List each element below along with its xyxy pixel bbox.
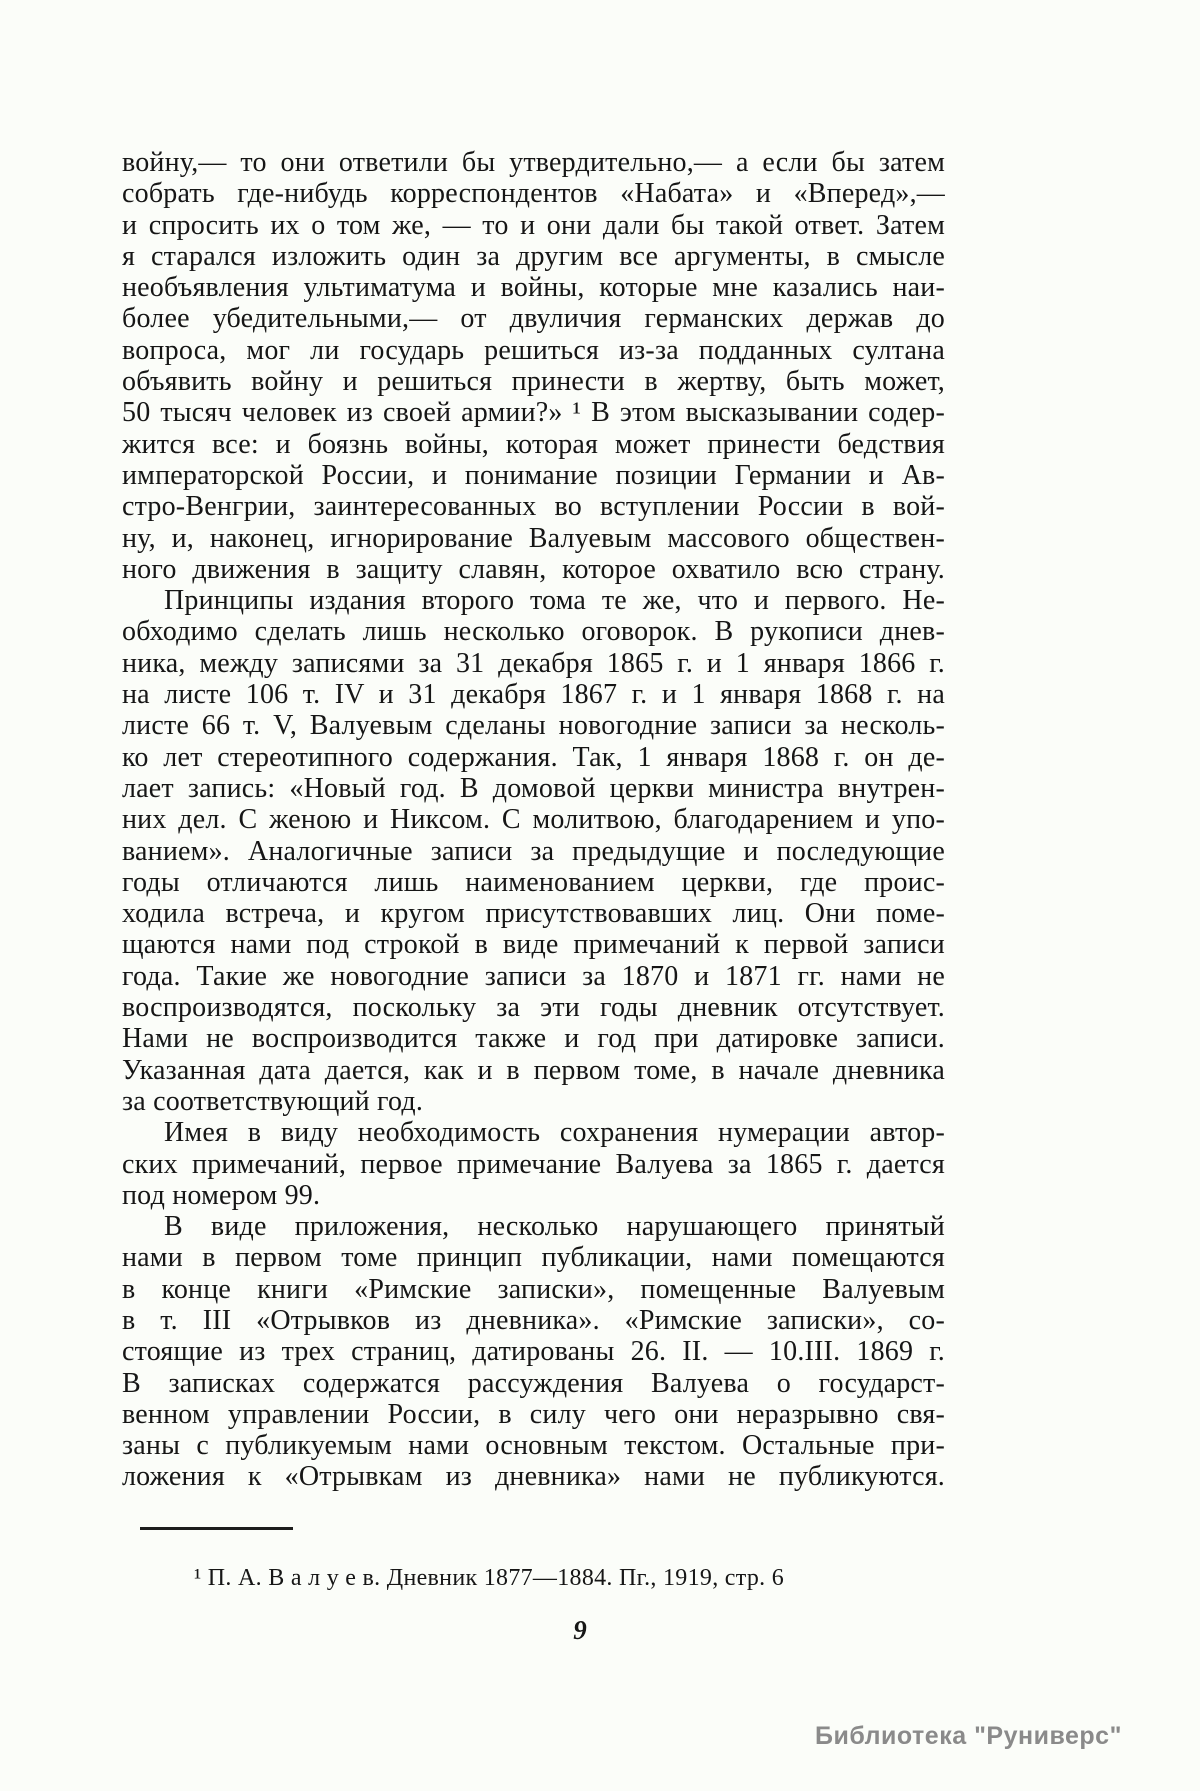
text-line: собрать где-нибудь корреспондентов «Набата» и «Вперед»,— — [122, 178, 945, 210]
footnote: ¹ П. А. В а л у е в. Дневник 1877—1884. Пг., 1919, стр. 6 — [194, 1565, 785, 1591]
footnote-rule — [140, 1527, 293, 1530]
text-line: ну, и, наконец, игнорирование Валуевым массового обществен- — [122, 522, 945, 554]
text-line: войну,— то они ответили бы утвердительно,— а если бы затем — [122, 147, 945, 178]
text-line: и спросить их о том же, — то и они дали бы такой ответ. Затем — [122, 209, 945, 241]
text-line: в т. III «Отрывков из дневника». «Римские записки», со- — [122, 1304, 945, 1336]
text-line: заны с публикуемым нами основным текстом. Остальные при- — [122, 1430, 945, 1462]
text-line: лает запись: «Новый год. В домовой церкви министра внутрен- — [122, 772, 945, 804]
text-line: Имея в виду необходимость сохранения нумерации автор- — [164, 1117, 945, 1149]
text-line: щаются нами под строкой в виде примечаний к первой записи — [122, 929, 945, 961]
text-line: ложения к «Отрывкам из дневника» нами не публикуются. — [122, 1461, 945, 1493]
text-line: ходила встреча, и кругом присутствовавших лиц. Они поме- — [122, 898, 945, 930]
text-line: за соответствующий год. — [122, 1085, 424, 1117]
text-line: стро-Венгрии, заинтересованных во вступлении России в вой- — [122, 491, 945, 523]
text-line: ко лет стереотипного содержания. Так, 1 января 1868 г. он де- — [122, 741, 945, 773]
text-line: листе 66 т. V, Валуевым сделаны новогодние записи за несколь- — [122, 710, 945, 742]
text-line: стоящие из трех страниц, датированы 26. II. — 10.III. 1869 г. — [122, 1336, 945, 1368]
text-line: В виде приложения, несколько нарушающего принятый — [164, 1211, 945, 1243]
text-line: ских примечаний, первое примечание Валуева за 1865 г. дается — [122, 1148, 945, 1180]
text-line: я старался изложить один за другим все аргументы, в смысле — [122, 240, 945, 272]
text-line: необъявления ультиматума и войны, которые мне казались наи- — [122, 272, 945, 304]
text-line: них дел. С женою и Никсом. С молитвою, благодарением и упо- — [122, 804, 945, 836]
text-line: Указанная дата дается, как и в первом томе, в начале дневника — [122, 1054, 945, 1086]
text-line: вопроса, мог ли государь решиться из-за подданных султана — [122, 334, 945, 366]
text-line: года. Такие же новогодние записи за 1870 и 1871 гг. нами не — [122, 960, 945, 992]
text-line: ванием». Аналогичные записи за предыдущие и последующие — [122, 835, 945, 867]
text-line: воспроизводятся, поскольку за эти годы дневник отсутствует. — [122, 992, 945, 1024]
watermark: Библиотека "Руниверс" — [815, 1722, 1122, 1750]
text-line: ника, между записями за 31 декабря 1865 г. и 1 января 1866 г. — [122, 647, 945, 679]
body-text — [122, 147, 945, 1493]
text-line: императорской России, и понимание позиции Германии и Ав- — [122, 459, 945, 491]
page-number: 9 — [573, 1615, 587, 1645]
text-line: Нами не воспроизводится также и год при датировке записи. — [122, 1023, 945, 1055]
text-line: ного движения в защиту славян, которое охватило всю страну. — [122, 553, 945, 585]
text-line: более убедительными,— от двуличия германских держав до — [122, 303, 945, 335]
text-line: годы отличаются лишь наименованием церкви, где проис- — [122, 866, 945, 898]
text-line: в конце книги «Римские записки», помещенные Валуевым — [122, 1273, 945, 1305]
text-line: объявить войну и решиться принести в жертву, быть может, — [122, 366, 945, 398]
text-line: 50 тысяч человек из своей армии?» ¹ В этом высказывании содер- — [122, 397, 945, 429]
text-line: В записках содержатся рассуждения Валуева о государст- — [122, 1367, 945, 1399]
text-line: жится все: и боязнь войны, которая может принести бедствия — [122, 428, 945, 460]
text-line: Принципы издания второго тома те же, что и первого. Не- — [164, 585, 945, 617]
text-line: венном управлении России, в силу чего они неразрывно свя- — [122, 1398, 945, 1430]
text-line: на листе 106 т. IV и 31 декабря 1867 г. и 1 января 1868 г. на — [122, 679, 945, 711]
text-line: под номером 99. — [122, 1179, 321, 1211]
text-line: нами в первом томе принцип публикации, нами помещаются — [122, 1242, 945, 1274]
text-line: обходимо сделать лишь несколько оговорок. В рукописи днев- — [122, 616, 945, 648]
